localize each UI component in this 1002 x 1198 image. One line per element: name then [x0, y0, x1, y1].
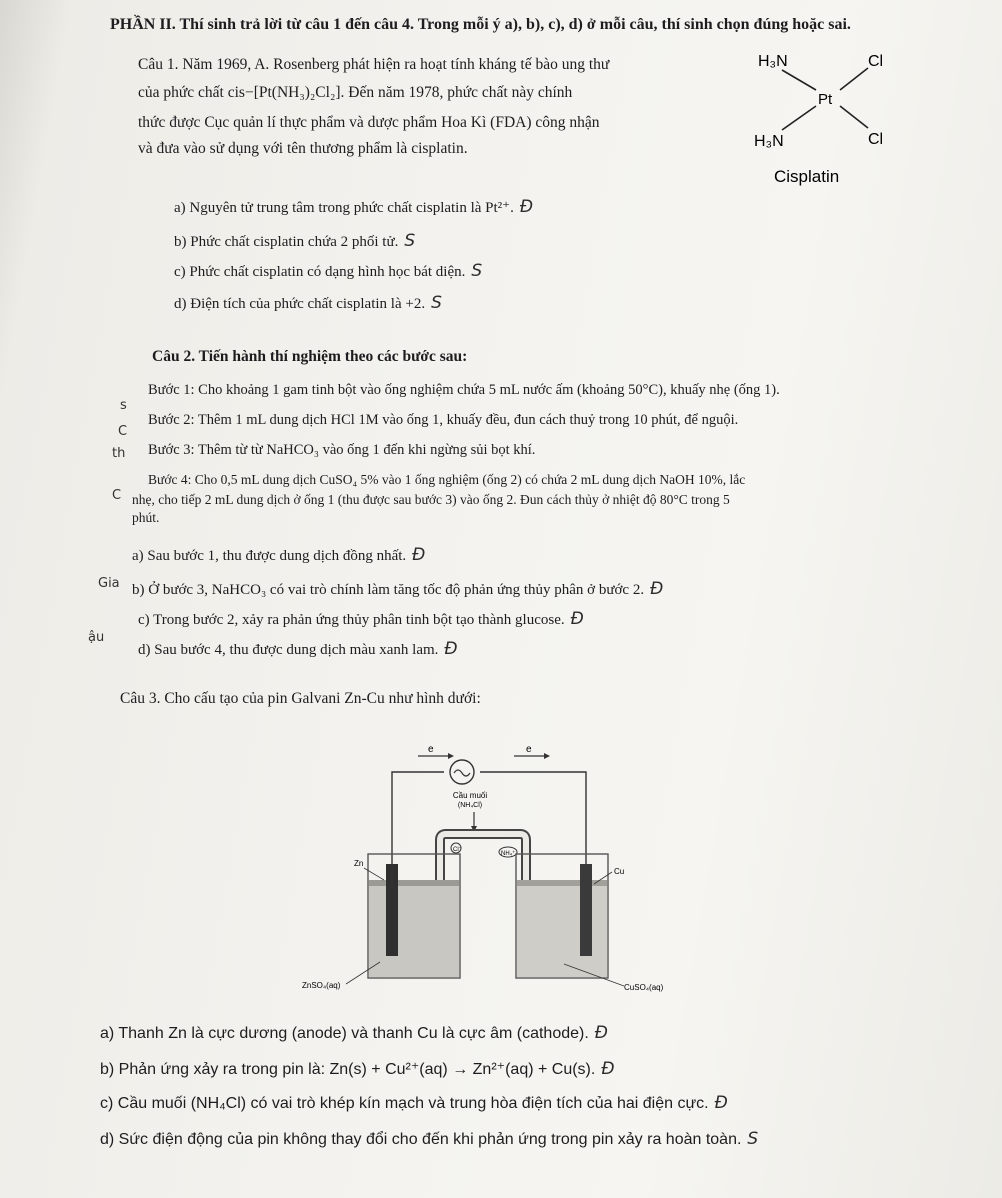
q2-step-4-line-1: Bước 4: Cho 0,5 mL dung dịch CuSO₄ 5% vào 1 ống nghiệm (ống 2) có chứa 2 mL dung dịch NaOH 10%, lắc [148, 472, 746, 487]
q2-step-4-line-2: nhẹ, cho tiếp 2 mL dung dịch ở ống 1 (thu được sau bước 3) vào ống 2. Đun cách thủy ở nhiệt độ 80°C trong 5 [132, 492, 730, 507]
q3-statement-b: b) Phản ứng xảy ra trong pin là: Zn(s) + Cu²⁺(aq) → Zn²⁺(aq) + Cu(s). Đ [100, 1059, 615, 1079]
cisplatin-caption: Cisplatin [774, 167, 840, 186]
pt-label: Pt [818, 91, 833, 108]
zn-label: Zn [354, 859, 364, 868]
answer-mark: Đ [570, 609, 584, 629]
answer-mark: S [471, 261, 483, 281]
q2-statement-c: c) Trong bước 2, xảy ra phản ứng thủy phân tinh bột tạo thành glucose. Đ [138, 609, 584, 629]
q3-statement-d: d) Sức điện động của pin không thay đổi cho đến khi phản ứng trong pin xảy ra hoàn toàn. S [100, 1129, 759, 1149]
q1-statement-d: d) Điện tích của phức chất cisplatin là +2. S [174, 293, 442, 313]
section-header: PHẦN II. Thí sinh trả lời từ câu 1 đến câu 4. Trong mỗi ý a), b), c), d) ở mỗi câu, thí sinh chọn đúng hoặc sai. [110, 16, 851, 33]
cu-label: Cu [614, 867, 625, 876]
cisplatin-structure [740, 46, 900, 196]
q1-line-2: của phức chất cis−[Pt(NH₃)₂Cl₂]. Đến năm 1978, phức chất này chính [138, 84, 573, 101]
answer-mark: S [404, 231, 416, 251]
answer-mark: S [431, 293, 442, 313]
q1-line-3: thức được Cục quản lí thực phẩm và dược phẩm Hoa Kì (FDA) công nhận [138, 114, 600, 131]
electron-label-right: e [526, 744, 532, 755]
q2-step-2: Bước 2: Thêm 1 mL dung dịch HCl 1M vào ống 1, khuấy đều, đun cách thuỷ trong 10 phút, để nguội. [148, 412, 739, 428]
answer-mark: Đ [714, 1093, 728, 1113]
salt-bridge-label: Cầu muối [452, 791, 488, 800]
q3-statement-c: c) Cầu muối (NH₄Cl) có vai trò khép kín mạch và trung hòa điện tích của hai điện cực. Đ [100, 1093, 728, 1113]
cl-bottom-label: Cl [868, 131, 884, 148]
q3-statement-a: a) Thanh Zn là cực dương (anode) và thanh Cu là cực âm (cathode). Đ [100, 1023, 608, 1043]
galvanic-cell-diagram [268, 740, 668, 1010]
q2-step-1: Bước 1: Cho khoảng 1 gam tinh bột vào ống nghiệm chứa 5 mL nước ấm (khoảng 50°C), khuấy nhẹ (ống 1). [148, 382, 780, 398]
salt-bridge-formula: (NH₄Cl) [457, 802, 483, 809]
q1-statement-a: a) Nguyên tử trung tâm trong phức chất cisplatin là Pt²⁺. Đ [174, 197, 534, 217]
q2-statement-b: b) Ở bước 3, NaHCO₃ có vai trò chính làm tăng tốc độ phản ứng thủy phân ở bước 2. Đ [132, 579, 664, 599]
margin-note: th [112, 446, 126, 461]
answer-mark: Đ [594, 1023, 608, 1043]
q2-statement-d: d) Sau bước 4, thu được dung dịch màu xanh lam. Đ [138, 639, 458, 659]
q1-line-1: Câu 1. Năm 1969, A. Rosenberg phát hiện ra hoạt tính kháng tế bào ung thư [138, 56, 610, 73]
answer-mark: Đ [412, 545, 426, 565]
right-solution-label: CuSO₄(aq) [624, 983, 664, 992]
cu-electrode [580, 864, 592, 956]
margin-note: Gia [98, 576, 120, 591]
h3n-top-label: H₃N [758, 53, 788, 70]
answer-mark: S [747, 1129, 759, 1149]
anion-label: Cl⁻ [453, 847, 462, 853]
q2-title: Câu 2. Tiến hành thí nghiệm theo các bước sau: [152, 348, 468, 365]
answer-mark: Đ [444, 639, 458, 659]
q1-statement-c: c) Phức chất cisplatin có dạng hình học bát diện. S [174, 261, 483, 281]
h3n-bottom-label: H₃N [754, 133, 784, 150]
answer-mark: Đ [601, 1059, 615, 1079]
margin-note: s [120, 398, 127, 413]
q1-statement-b: b) Phức chất cisplatin chứa 2 phối tử. S [174, 231, 416, 251]
q2-statement-a: a) Sau bước 1, thu được dung dịch đồng nhất. Đ [132, 545, 426, 565]
answer-mark: Đ [519, 197, 534, 217]
cation-label: NH₄⁺ [501, 851, 516, 857]
margin-note: C [118, 424, 128, 439]
q1-line-4: và đưa vào sử dụng với tên thương phẩm là cisplatin. [138, 140, 468, 157]
electron-label-left: e [428, 744, 434, 755]
q2-step-3: Bước 3: Thêm từ từ NaHCO₃ vào ống 1 đến khi ngừng sủi bọt khí. [148, 442, 536, 458]
cl-top-label: Cl [868, 53, 884, 70]
left-solution-label: ZnSO₄(aq) [302, 981, 341, 990]
q3-title: Câu 3. Cho cấu tạo của pin Galvani Zn-Cu như hình dưới: [120, 690, 481, 707]
margin-note: C [112, 488, 122, 503]
q2-step-4-line-3: phút. [132, 510, 160, 525]
answer-mark: Đ [650, 579, 664, 599]
margin-note: ậu [88, 630, 105, 645]
